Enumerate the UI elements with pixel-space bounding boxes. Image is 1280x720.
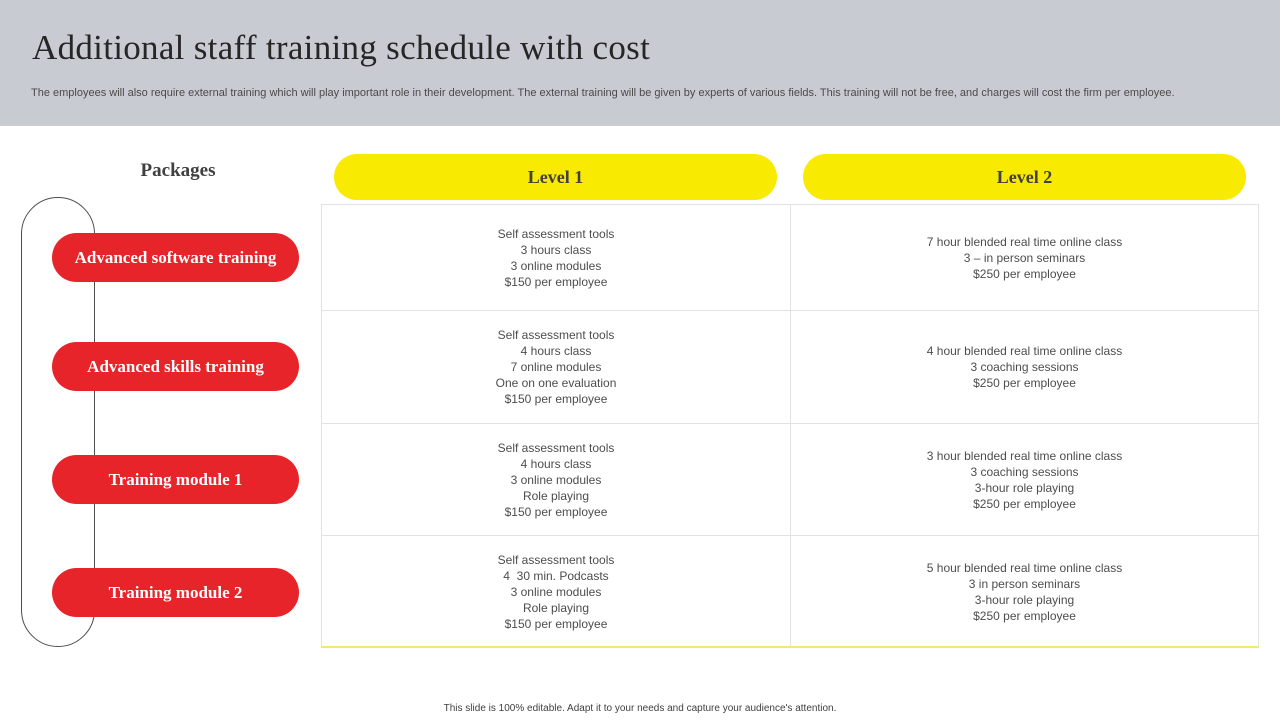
level-1-header: Level 1 — [334, 154, 777, 200]
cell-line: 3 online modules — [510, 258, 602, 273]
cell-line: 3 online modules — [510, 472, 602, 487]
cell-line: Role playing — [522, 488, 590, 503]
cell-line: Role playing — [522, 600, 590, 615]
cell-line: Self assessment tools — [497, 226, 615, 241]
cell-line: 3 in person seminars — [968, 576, 1081, 591]
cell-line: 5 hour blended real time online class — [926, 560, 1123, 575]
cell-line: $150 per employee — [504, 274, 608, 289]
cell-line: Self assessment tools — [497, 328, 615, 342]
package-pill-training-module-2: Training module 2 — [52, 568, 299, 617]
cell-line: $250 per employee — [973, 608, 1076, 623]
footer-note: This slide is 100% editable. Adapt it to your needs and capture your audience's attention. — [443, 703, 837, 714]
table-cell-row4-level1 — [322, 536, 790, 647]
cell-line: One on one evaluation — [495, 376, 617, 390]
table-cell-row1-level2 — [791, 205, 1258, 310]
cell-line: $250 per employee — [973, 496, 1076, 511]
header-band — [0, 0, 1280, 126]
page-title: Additional staff training schedule with cost — [32, 28, 651, 67]
table-cell-row3-level1 — [322, 424, 790, 535]
cell-line: 4 hour blended real time online class — [926, 344, 1123, 358]
cell-line: 4 hours class — [520, 456, 592, 471]
package-pill-advanced-skills: Advanced skills training — [52, 342, 299, 391]
cell-line: $150 per employee — [504, 616, 608, 631]
cell-line: 3 hour blended real time online class — [926, 448, 1123, 463]
cell-line: 3-hour role playing — [974, 592, 1075, 607]
package-pill-training-module-1: Training module 1 — [52, 455, 299, 504]
package-pill-advanced-software: Advanced software training — [52, 233, 299, 282]
cell-line: 7 hour blended real time online class — [926, 234, 1123, 249]
cell-line: 3 hours class — [520, 242, 592, 257]
table-cell-row4-level2 — [791, 536, 1258, 647]
cell-line: $150 per employee — [504, 504, 608, 519]
table-cell-row3-level2 — [791, 424, 1258, 535]
cell-line: 4 30 min. Podcasts — [503, 568, 609, 583]
cell-line: 3-hour role playing — [974, 480, 1075, 495]
page-subtitle: The employees will also require external training which will play important role in their development. The external training will be given by experts of various fields. This training will not be free, and charges will cost the firm per employee. — [31, 87, 1175, 99]
level-2-header: Level 2 — [803, 154, 1246, 200]
table-cell-row2-level1 — [322, 311, 790, 423]
cell-line: $150 per employee — [504, 392, 608, 406]
cell-line: 3 coaching sessions — [970, 360, 1079, 374]
cell-line: 3 coaching sessions — [970, 464, 1079, 479]
cell-line: $250 per employee — [973, 266, 1076, 281]
cell-line: 4 hours class — [520, 344, 592, 358]
packages-heading: Packages — [140, 160, 216, 181]
cell-line: Self assessment tools — [497, 552, 615, 567]
cell-line: $250 per employee — [973, 376, 1076, 390]
training-table — [321, 204, 1259, 648]
cell-line: Self assessment tools — [497, 440, 615, 455]
table-cell-row2-level2 — [791, 311, 1258, 423]
cell-line: 3 online modules — [510, 584, 602, 599]
table-cell-row1-level1 — [322, 205, 790, 310]
cell-line: 3 – in person seminars — [963, 250, 1086, 265]
cell-line: 7 online modules — [510, 360, 602, 374]
